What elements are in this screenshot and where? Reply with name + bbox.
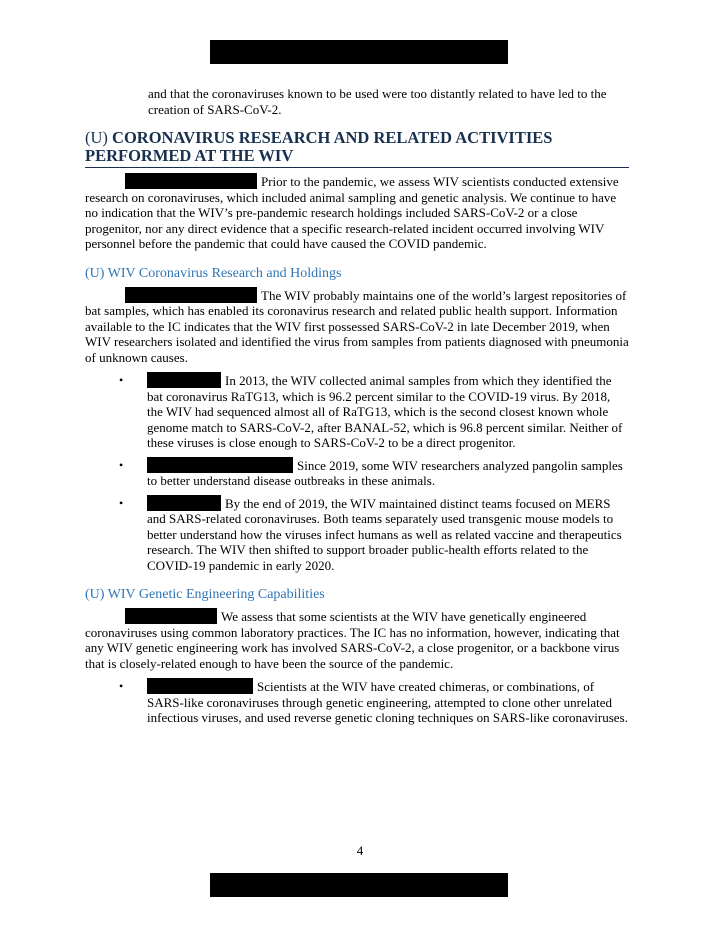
page-number: 4 <box>356 843 364 858</box>
list-item <box>119 495 629 574</box>
list-item <box>119 373 629 451</box>
document-body <box>85 86 629 733</box>
section-title-line2: PERFORMED AT THE WIV <box>85 146 294 165</box>
section-intro-paragraph <box>85 174 629 252</box>
redacted-classification-header <box>210 40 508 64</box>
genetic-intro-text: We assess that some scientists at the WIV have genetically engineered coronaviruses using common laboratory practices. The IC has no information, however, indicating that any WIV genetic engineering work has involved SARS-CoV-2, a close progenitor, or a backbone virus that is closely-related enough to have been the source of the pandemic. <box>85 609 620 671</box>
bullet-icon: • <box>119 373 124 387</box>
bullet-text: Scientists at the WIV have created chimeras, or combinations, of SARS-like coronaviruses through genetic engineering, attempted to clone other unrelated infectious viruses, and used reverse genetic cloning techniques on SARS-like coronaviruses. <box>147 679 628 725</box>
subsection-heading-research: (U) WIV Coronavirus Research and Holdings <box>85 265 342 281</box>
redaction-block <box>147 678 253 694</box>
redaction-block <box>147 372 221 388</box>
section-intro-text: Prior to the pandemic, we assess WIV scientists conducted extensive research on coronaviruses, which included animal sampling and genetic analysis. We continue to have no indication that the WIV’s pre-pandemic research holdings included SARS-CoV-2 or a close progenitor, nor any direct evidence that a specific research-related incident occurred involving WIV personnel before the pandemic that could have caused the COVID pandemic. <box>85 174 619 251</box>
intro-continuation: and that the coronaviruses known to be used were too distantly related to have led to the creation of SARS-CoV-2. <box>148 86 607 117</box>
redaction-block <box>125 287 257 303</box>
research-intro-paragraph <box>85 288 629 366</box>
section-title-line1: CORONAVIRUS RESEARCH AND RELATED ACTIVITIES <box>112 128 553 147</box>
classification-marker: (U) <box>85 128 108 147</box>
section-heading <box>85 129 629 168</box>
research-intro-text: The WIV probably maintains one of the world’s largest repositories of bat samples, which has enabled its coronavirus research and related public health support. Information available to the IC indicates that the WIV first possessed SARS-CoV-2 in late December 2019, when WIV researchers isolated and identified the virus from samples from patients diagnosed with pneumonia of unknown causes. <box>85 287 629 365</box>
research-bullet-list <box>85 373 629 573</box>
bullet-icon: • <box>119 679 124 693</box>
bullet-text: In 2013, the WIV collected animal samples from which they identified the bat coronavirus RaTG13, which is 96.2 percent similar to the COVID-19 virus. By 2018, the WIV had sequenced almost all of RaTG13, which is the second closest known whole genome match to SARS-CoV-2, after BANAL-52, which is 96.8 percent similar. Neither of these viruses is close enough to SARS-CoV-2 to be a direct progenitor. <box>147 373 623 450</box>
bullet-text: Since 2019, some WIV researchers analyzed pangolin samples to better understand disease outbreaks in these animals. <box>147 457 623 488</box>
redacted-classification-footer <box>210 873 508 897</box>
redaction-block <box>125 608 217 624</box>
bullet-text: By the end of 2019, the WIV maintained distinct teams focused on MERS and SARS-related coronaviruses. Both teams separately used transgenic mouse models to better understand how the viruses infect humans as well as related vaccine and therapeutics research. The WIV then shifted to support broader public-health efforts related to the COVID-19 pandemic in early 2020. <box>147 495 622 573</box>
redaction-block <box>147 495 221 511</box>
redaction-block <box>125 173 257 189</box>
genetic-bullet-list <box>85 679 629 726</box>
genetic-intro-paragraph <box>85 609 629 671</box>
redaction-block <box>147 457 293 473</box>
subsection-heading-genetic-engineering: (U) WIV Genetic Engineering Capabilities <box>85 587 325 602</box>
bullet-icon: • <box>119 495 124 510</box>
list-item <box>119 679 629 726</box>
bullet-icon: • <box>119 457 124 472</box>
list-item <box>119 457 629 489</box>
